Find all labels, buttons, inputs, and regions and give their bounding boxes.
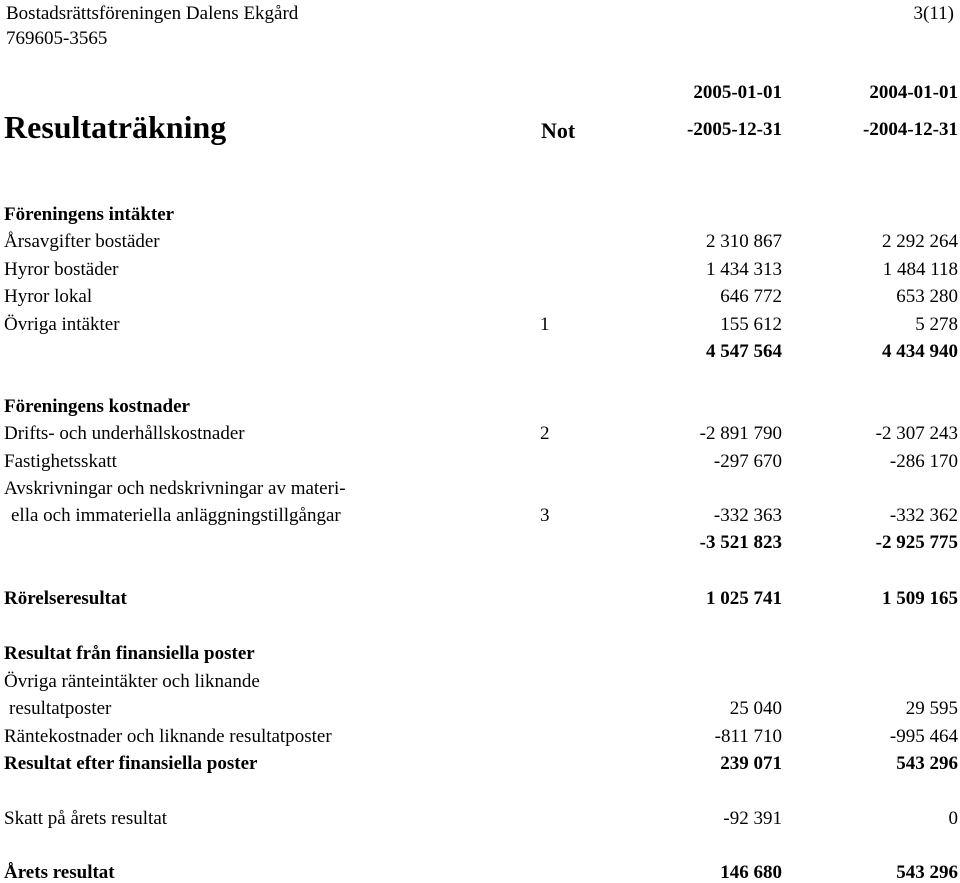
interest-income-2005: 25 040 [729, 698, 782, 719]
row-label-line1: Avskrivningar och nedskrivningar av materi- [4, 478, 346, 499]
income-heading: Föreningens intäkter [4, 204, 175, 225]
row-label: Hyror bostäder [4, 259, 119, 280]
row-value-2004: -2 307 243 [875, 423, 958, 444]
row-label: Drifts- och underhållskostnader [4, 423, 245, 444]
row-value-2005: -2 891 790 [699, 423, 782, 444]
row-value-2004: 2 292 264 [882, 231, 958, 252]
row-label: Hyror lokal [4, 286, 93, 307]
year-result-label: Årets resultat [4, 862, 115, 883]
row-label: Fastighetsskatt [4, 451, 117, 472]
tax-2005: -92 391 [723, 808, 782, 829]
row-value-2005: -332 363 [713, 505, 782, 526]
income-total-2004: 4 434 940 [882, 341, 958, 362]
financial-heading: Resultat från finansiella poster [4, 643, 255, 664]
operating-result-2004: 1 509 165 [882, 588, 958, 609]
row-value-2005: -297 670 [713, 451, 782, 472]
costs-total-2004: -2 925 775 [875, 532, 958, 553]
interest-income-label-line1: Övriga ränteintäkter och liknande [4, 671, 260, 692]
organization-name: Bostadsrättsföreningen Dalens Ekgård [6, 3, 299, 24]
interest-cost-label: Räntekostnader och liknande resultatposter [4, 726, 332, 747]
operating-result-2005: 1 025 741 [706, 588, 782, 609]
year-result-2004: 543 296 [896, 862, 958, 883]
row-value-2005: 155 612 [720, 314, 782, 335]
row-value-2004: -332 362 [889, 505, 958, 526]
note-column-heading: Not [541, 118, 576, 143]
result-after-financial-label: Resultat efter finansiella poster [4, 753, 258, 774]
row-value-2004: -286 170 [889, 451, 958, 472]
row-value-2005: 2 310 867 [706, 231, 782, 252]
costs-heading: Föreningens kostnader [4, 396, 190, 417]
row-value-2004: 653 280 [896, 286, 958, 307]
row-value-2004: 5 278 [915, 314, 958, 335]
interest-income-label-line2: resultatposter [9, 698, 112, 719]
row-value-2005: 1 434 313 [706, 259, 782, 280]
row-value-2004: 1 484 118 [882, 259, 958, 280]
income-total-2005: 4 547 564 [706, 341, 782, 362]
interest-cost-2005: -811 710 [714, 726, 782, 747]
interest-income-2004: 29 595 [905, 698, 958, 719]
period-a-start: 2005-01-01 [693, 82, 782, 103]
row-note: 2 [540, 423, 550, 444]
organization-number: 769605-3565 [6, 28, 108, 49]
period-a-end: -2005-12-31 [687, 119, 782, 140]
row-value-2005: 646 772 [720, 286, 782, 307]
row-note: 3 [540, 505, 550, 526]
tax-2004: 0 [948, 808, 958, 829]
period-b-end: -2004-12-31 [863, 119, 958, 140]
row-label: Årsavgifter bostäder [4, 231, 160, 252]
page-number: 3(11) [913, 3, 954, 24]
tax-label: Skatt på årets resultat [4, 808, 168, 829]
row-label: Övriga intäkter [4, 314, 120, 335]
interest-cost-2004: -995 464 [889, 726, 958, 747]
result-after-financial-2004: 543 296 [896, 753, 958, 774]
year-result-2005: 146 680 [720, 862, 782, 883]
row-label-line2: ella och immateriella anläggningstillgångar [11, 505, 341, 526]
row-note: 1 [540, 314, 550, 335]
operating-result-label: Rörelseresultat [4, 588, 127, 609]
period-b-start: 2004-01-01 [869, 82, 958, 103]
result-after-financial-2005: 239 071 [720, 753, 782, 774]
page-title: Resultaträkning [4, 109, 227, 145]
costs-total-2005: -3 521 823 [699, 532, 782, 553]
